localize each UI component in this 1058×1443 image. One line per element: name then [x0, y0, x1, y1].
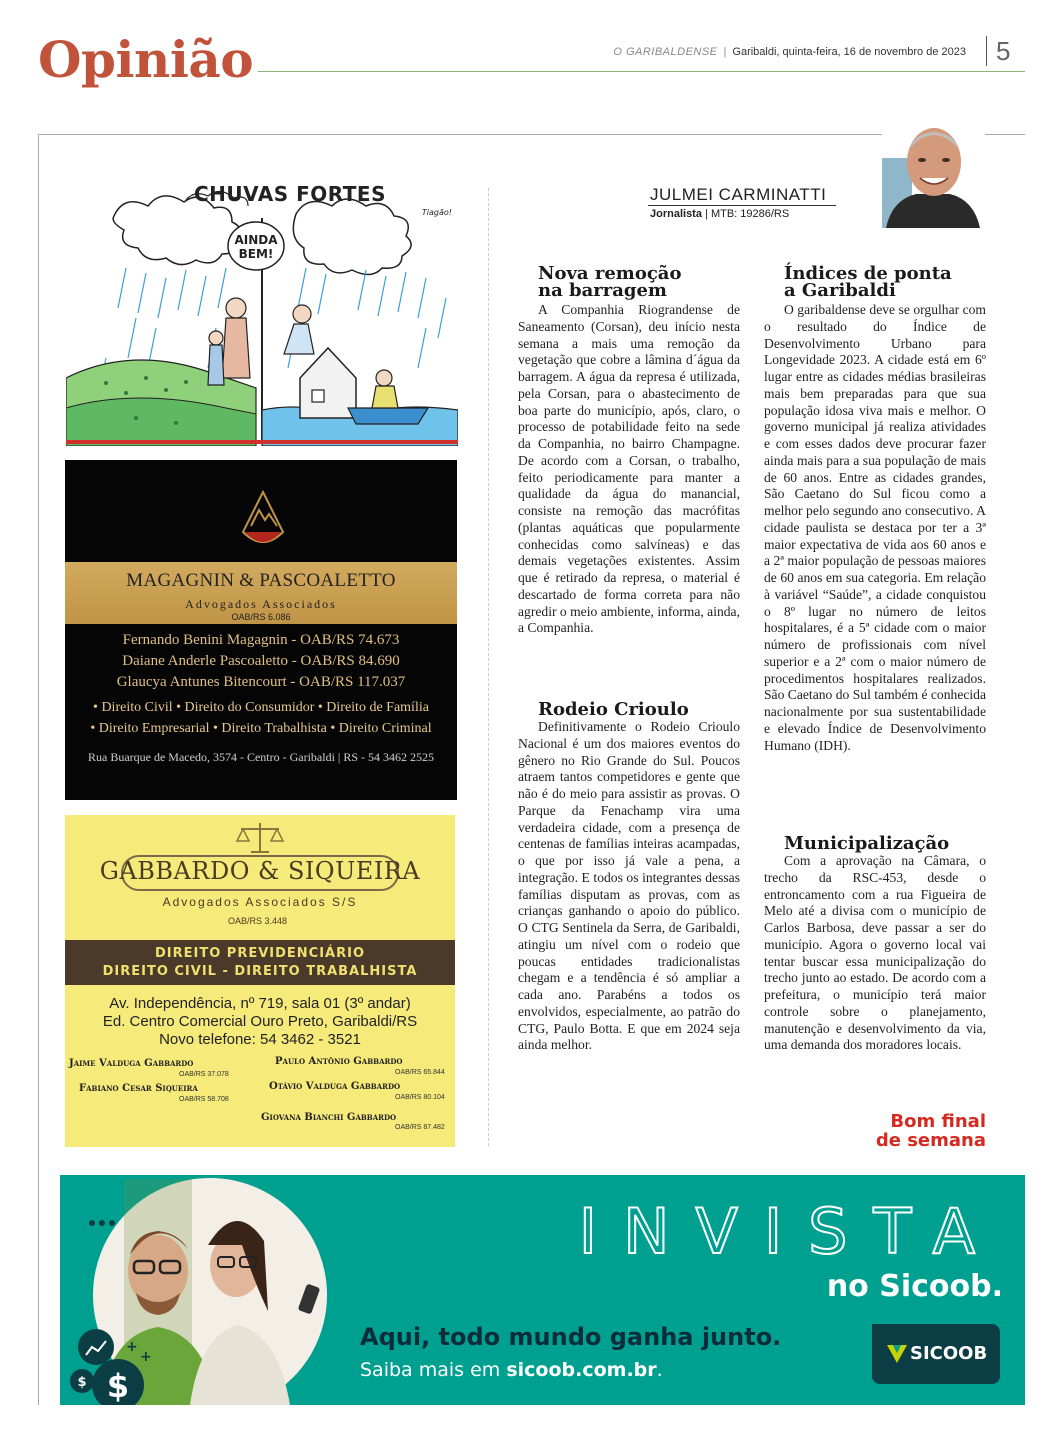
author-photo [882, 118, 985, 228]
article-text: O garibaldense deve se orgulhar com o resultado do Índice de Desenvolvimento Urbano para Longevidade 2023. A cidade está em 6º lugar entre as cidades médias brasileiras mais bem preparadas para que sua população idosa viva mais e melhor. O governo municipal já realiza atividades e com esses dados deve procurar fazer ainda mais para a sua população de mais de 60 anos. Entre as cidades grandes, São Caetano do Sul ficou como a melhor pelo segundo ano consecutivo. A cidade paulista se destaca por ter a 3ª maior expectativa de vida aos 60 anos e a 2ª maior população de pessoas maiores de 60 anos em sua categoria. Em relação à variável “Saúde”, a cidade conquistou o 8º lugar no número de leitos hospitalares, é a 5ª cidade com o maior número de profissionais com nível superior e a 2ª com o maior número de procedimentos hospitalares realizados. São Caetano do Sul também é conhecida nacionalmente por sua sustentabilidade e elevado Índice de Desenvolvimento Humano (IDH). [764, 302, 986, 753]
article-body-indices [764, 302, 986, 754]
lawyer-name: Otávio Valduga Gabbardo [269, 1081, 401, 1092]
frame-top-rule [38, 134, 1025, 135]
ad-gabbardo-siqueira[interactable] [65, 815, 455, 1147]
author-role: Jornalista [650, 208, 702, 220]
firm-address: Rua Buarque de Macedo, 3574 - Centro - Garibaldi | RS - 54 3462 2525 [87, 750, 434, 764]
lawyer-name: Fabiano Cesar Siqueira [79, 1083, 198, 1094]
author-credentials [650, 208, 789, 220]
lawyer-name: Jaime Valduga Gabbardo [69, 1058, 194, 1069]
article-text: A Companhia Riograndense de Saneamento (Corsan), deu início nesta semana a mais uma remoção da vegetação que cobre a lâmina d´água da barragem. A água da represa é utilizada, pela Corsan, para o abastecimento de boa parte do município, após, claro, o processo de potabilidade feito na sede da Companhia, no bairro Champagne. De acordo com a Corsan, o trabalho, feito periodicamente para manter a qualidade da água do manancial, consiste na remoção das macrófitas (plantas aquáticas que popularmente conhecidas como salvíneas) e das demais vegetações existentes. Assim que é retirado da represa, o material é descartado de forma correta para não agredir o meio ambiente, informa, ainda, a Companhia. [518, 302, 740, 636]
practice-line2: DIREITO CIVIL - DIREITO TRABALHISTA [102, 964, 418, 979]
firm-oab: OAB/RS 3.448 [228, 916, 288, 926]
section-title: Opinião [38, 30, 254, 89]
signoff [846, 1112, 986, 1150]
ad-slogan: Aqui, todo mundo ganha junto. [360, 1323, 782, 1351]
article-body-rodeio [518, 719, 740, 1054]
svg-text:+: + [126, 1339, 138, 1355]
sicoob-logo [872, 1324, 1000, 1384]
page-number-divider [986, 36, 987, 66]
cartoon-bubble-line1: AINDA [234, 233, 278, 247]
cartoon-caption: CHUVAS FORTES [194, 182, 386, 206]
title-line: Índices de ponta [784, 263, 952, 284]
lawyer-name: Giovana Bianchi Gabbardo [261, 1112, 397, 1123]
lawyer-oab: OAB/RS 65.844 [395, 1069, 445, 1076]
lawyer-line: Glaucya Antunes Bitencourt - OAB/RS 117.037 [116, 674, 406, 690]
author-name: JULMEI CARMINATTI [650, 185, 827, 204]
lawyer-name: Paulo Antônio Gabbardo [275, 1056, 403, 1067]
title-line: a Garibaldi [784, 280, 896, 301]
dateline: Garibaldi, quinta-feira, 16 de novembro de 2023 [732, 46, 966, 58]
cartoon-signature: Tiagão! [421, 208, 452, 217]
signoff-line2: de semana [875, 1130, 986, 1151]
address-line1: Av. Independência, nº 719, sala 01 (3º andar) [109, 995, 411, 1012]
firm-oab: OAB/RS 6.086 [231, 612, 291, 622]
lawyer-oab: OAB/RS 87.482 [395, 1124, 445, 1131]
lawyer-oab: OAB/RS 37.078 [179, 1071, 229, 1078]
practice-areas-line2: • Direito Empresarial • Direito Trabalhista • Direito Criminal [90, 721, 432, 736]
sicoob-logo-text: SICOOB [910, 1343, 988, 1364]
masthead-separator: | [723, 46, 727, 58]
article-body-barragem [518, 302, 740, 637]
ad-magagnin-pascoaletto[interactable] [65, 460, 457, 800]
lawyer-line: Fernando Benini Magagnin - OAB/RS 74.673 [122, 632, 400, 648]
article-text: Definitivamente o Rodeio Crioulo Nacional é um dos maiores eventos do gênero no Rio Grande do Sul. Poucos atraem tantos competidores e gente que não é do meio para assistir as provas. O Parque da Fenachamp vira uma verdadeira cidade, com a presença de centenas de famílias inteiras acampadas, o que por isso já vale a pena, a integração. E todos os integrantes dessas famílias disputam as provas, com as crianças ganhando o apoio do público. O CTG Sentinela da Serra, de Garibaldi, atingiu um nível com o rodeio que poucas entidades tradicionalistas chegam e a tendência é só ampliar a cada ano. Parabéns a todos os envolvidos, especialmente, ao patrão do CTG, Paulo Botta. E que em 2024 seja ainda melhor. [518, 719, 740, 1053]
credential-separator: | [705, 208, 708, 220]
phone: Novo telefone: 54 3462 - 3521 [159, 1031, 361, 1048]
practice-areas-line1: • Direito Civil • Direito do Consumidor • Direito de Família [93, 700, 429, 715]
law-firm-logo-icon [241, 490, 285, 556]
signoff-line1: Bom final [890, 1111, 986, 1132]
sicoob-website-link[interactable]: sicoob.com.br [506, 1359, 657, 1381]
lawyer-line: Daiane Anderle Pascoaletto - OAB/RS 84.690 [122, 653, 400, 669]
publication-name: O GARIBALDENSE [613, 46, 718, 58]
link-suffix: . [656, 1359, 663, 1381]
title-line: na barragem [538, 280, 667, 301]
practice-line1: DIREITO PREVIDENCIÁRIO [154, 946, 365, 961]
article-title-barragem [538, 265, 681, 299]
ad-sicoob[interactable] [60, 1175, 1025, 1405]
ad-subheadline: no Sicoob. [826, 1269, 1003, 1304]
ad-headline: INVISTA [578, 1195, 1001, 1268]
sicoob-mark-icon [886, 1344, 908, 1364]
cartoon-bubble-line2: BEM! [238, 247, 274, 261]
svg-text:$: $ [77, 1375, 87, 1390]
editorial-cartoon [66, 178, 458, 446]
address-line2: Ed. Centro Comercial Ouro Preto, Garibaldi/RS [102, 1013, 418, 1030]
scales-of-justice-icon [235, 821, 285, 855]
header-rule [258, 71, 1025, 72]
firm-subtitle: Advogados Associados [185, 597, 337, 611]
ad-link-line [360, 1359, 663, 1381]
article-body-municipalizacao [764, 853, 986, 1054]
link-prefix: Saiba mais em [360, 1359, 507, 1381]
ad-people-photo [60, 1175, 340, 1405]
svg-text:$: $ [106, 1367, 130, 1405]
page-number: 5 [996, 36, 1011, 66]
title-line: Nova remoção [538, 263, 682, 284]
frame-left-rule [38, 134, 39, 1405]
masthead [613, 46, 966, 58]
column-divider [488, 188, 489, 1146]
cartoon-drawing [66, 178, 458, 446]
article-title-rodeio: Rodeio Crioulo [538, 699, 689, 720]
author-registration: MTB: 19286/RS [710, 208, 790, 220]
lawyer-oab: OAB/RS 58.708 [179, 1096, 229, 1103]
author-portrait-icon [882, 118, 985, 228]
firm-name: MAGAGNIN & PASCOALETTO [126, 570, 396, 591]
author-rule [648, 205, 836, 206]
article-title-municipalizacao: Municipalização [784, 833, 950, 854]
firm-subtitle: Advogados Associados S/S [162, 895, 358, 909]
svg-text:+: + [140, 1349, 152, 1365]
practice-band [65, 940, 455, 985]
article-text: Com a aprovação na Câmara, o trecho da RSC-453, desde o entroncamento com a rua Figueira de Melo até a divisa com o município de Carlos Barbosa, deve passar a ser do município. Agora o governo local vai tentar buscar essa municipalização do trecho junto ao estado. De acordo com a prefeitura, o município terá maior controle sobre o planejamento, manutenção e desenvolvimento da via, uma demanda dos moradores locais. [764, 853, 986, 1053]
lawyer-oab: OAB/RS 80.104 [395, 1094, 445, 1101]
article-title-indices [784, 265, 952, 299]
firm-name: GABBARDO & SIQUEIRA [99, 857, 421, 885]
